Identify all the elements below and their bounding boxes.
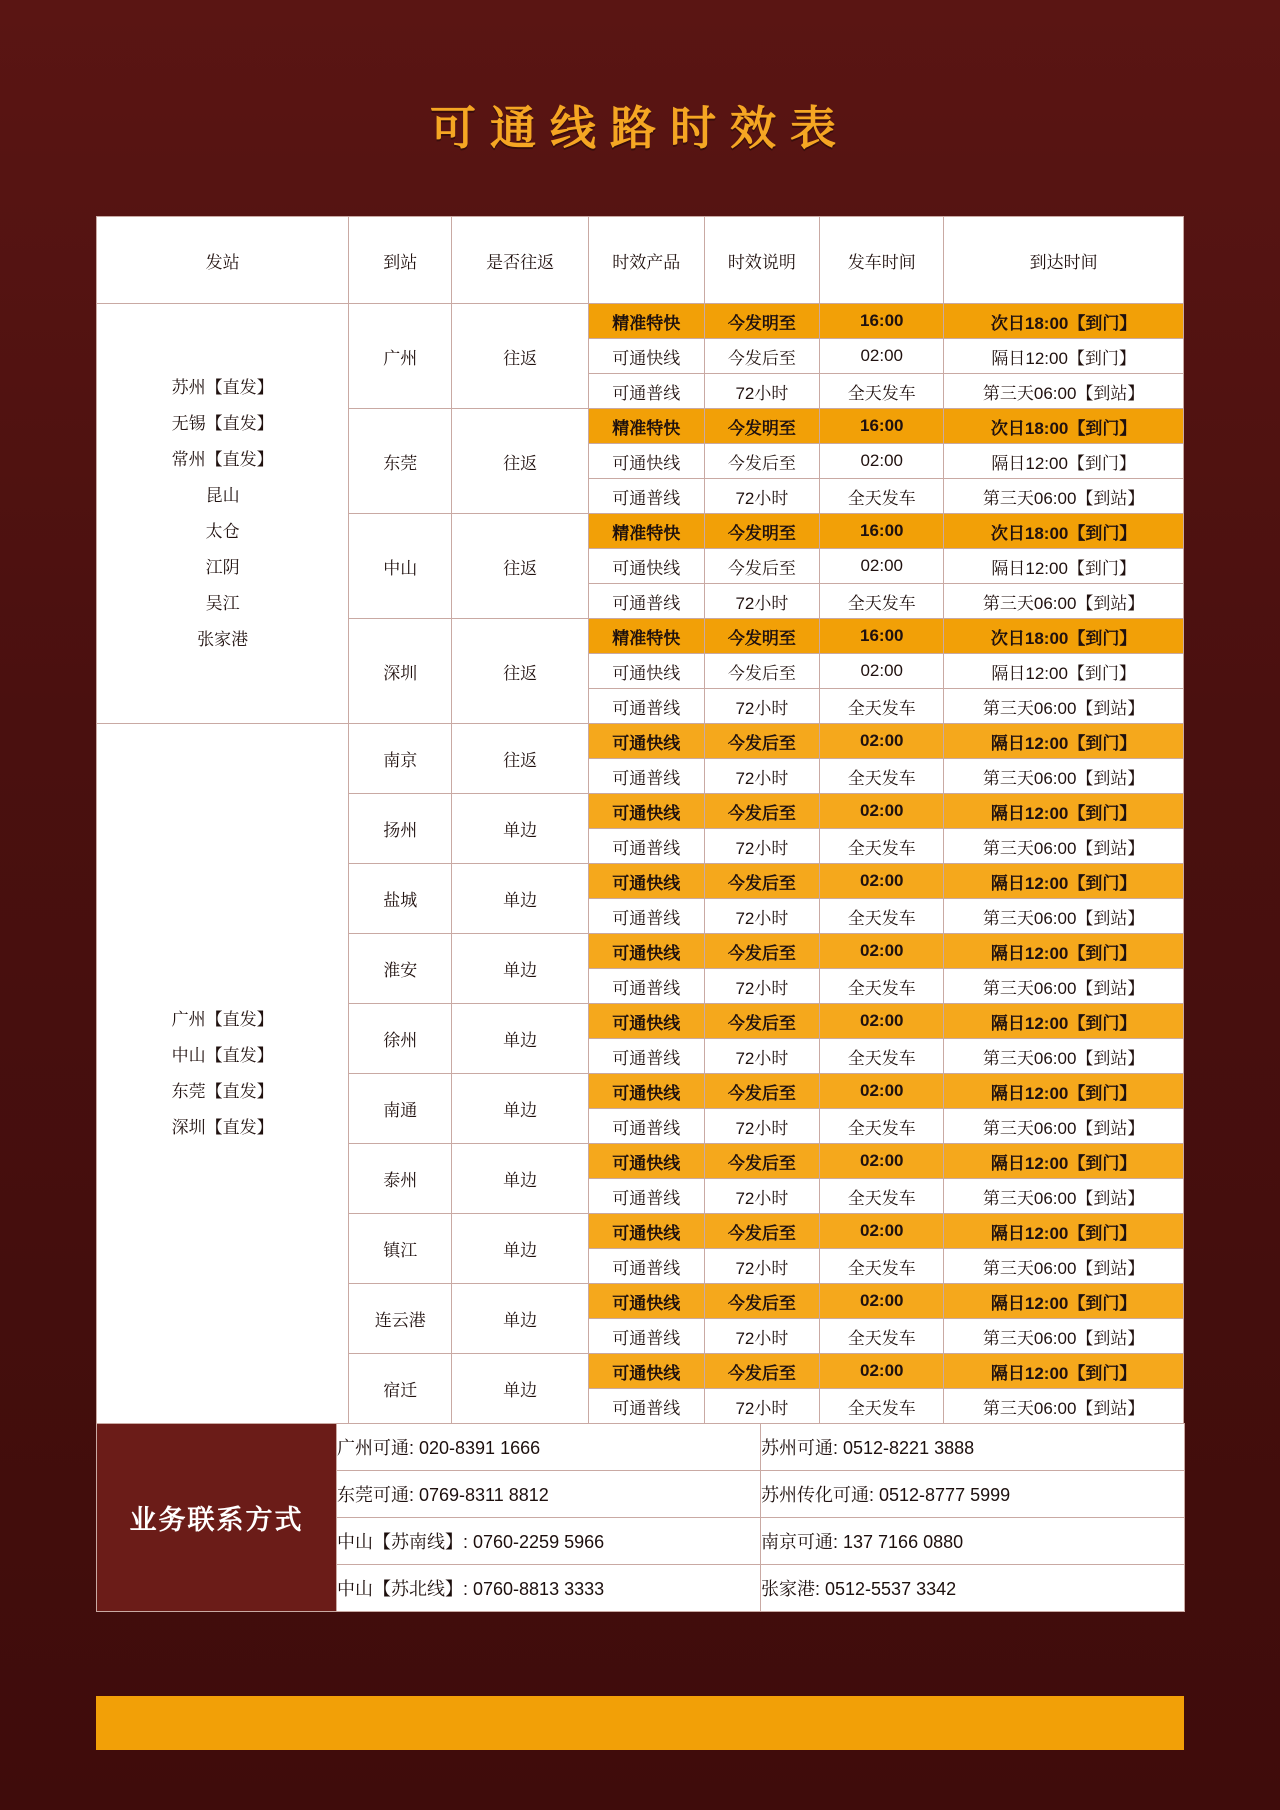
note-cell: 72小时: [704, 479, 820, 514]
destination-cell: 盐城: [349, 864, 452, 934]
note-cell: 今发后至: [704, 934, 820, 969]
product-cell: 可通普线: [588, 899, 704, 934]
round-trip-cell: 单边: [452, 864, 589, 934]
product-cell: 精准特快: [588, 304, 704, 339]
product-cell: 可通普线: [588, 689, 704, 724]
product-cell: 可通普线: [588, 1179, 704, 1214]
depart-time-cell: 全天发车: [820, 969, 944, 1004]
note-cell: 72小时: [704, 374, 820, 409]
note-cell: 今发后至: [704, 549, 820, 584]
depart-time-cell: 全天发车: [820, 689, 944, 724]
contact-phone-right: 南京可通: 137 7166 0880: [761, 1518, 1185, 1565]
round-trip-cell: 单边: [452, 1284, 589, 1354]
destination-cell: 南京: [349, 724, 452, 794]
round-trip-cell: 单边: [452, 1004, 589, 1074]
depart-time-cell: 02:00: [820, 1354, 944, 1389]
depart-time-cell: 全天发车: [820, 1319, 944, 1354]
arrive-time-cell: 隔日12:00【到门】: [944, 1354, 1184, 1389]
schedule-sheet: [96, 216, 1184, 1612]
product-cell: 可通快线: [588, 1354, 704, 1389]
product-cell: 可通快线: [588, 1214, 704, 1249]
arrive-time-cell: 第三天06:00【到站】: [944, 1109, 1184, 1144]
product-cell: 可通普线: [588, 1109, 704, 1144]
product-cell: 精准特快: [588, 619, 704, 654]
depart-time-cell: 全天发车: [820, 899, 944, 934]
contact-row: [97, 1424, 1185, 1471]
depart-time-cell: 02:00: [820, 794, 944, 829]
arrive-time-cell: 第三天06:00【到站】: [944, 1319, 1184, 1354]
product-cell: 可通快线: [588, 444, 704, 479]
note-cell: 72小时: [704, 1319, 820, 1354]
depart-time-cell: 全天发车: [820, 759, 944, 794]
note-cell: 72小时: [704, 899, 820, 934]
product-cell: 可通快线: [588, 934, 704, 969]
destination-cell: 宿迁: [349, 1354, 452, 1424]
depart-time-cell: 16:00: [820, 409, 944, 444]
origin-line: 吴江: [205, 593, 240, 613]
arrive-time-cell: 隔日12:00【到门】: [944, 794, 1184, 829]
contact-phone-right: 苏州可通: 0512-8221 3888: [761, 1424, 1185, 1471]
depart-time-cell: 全天发车: [820, 1109, 944, 1144]
arrive-time-cell: 隔日12:00【到门】: [944, 1074, 1184, 1109]
note-cell: 今发后至: [704, 1214, 820, 1249]
arrive-time-cell: 第三天06:00【到站】: [944, 1249, 1184, 1284]
arrive-time-cell: 隔日12:00【到门】: [944, 934, 1184, 969]
destination-cell: 镇江: [349, 1214, 452, 1284]
note-cell: 72小时: [704, 969, 820, 1004]
arrive-time-cell: 次日18:00【到门】: [944, 514, 1184, 549]
note-cell: 72小时: [704, 829, 820, 864]
round-trip-cell: 单边: [452, 934, 589, 1004]
round-trip-cell: 单边: [452, 1214, 589, 1284]
product-cell: 可通普线: [588, 374, 704, 409]
column-header: 发车时间: [820, 217, 944, 304]
origin-line: 江阴: [205, 557, 240, 577]
note-cell: 今发后至: [704, 794, 820, 829]
note-cell: 今发明至: [704, 409, 820, 444]
arrive-time-cell: 第三天06:00【到站】: [944, 1039, 1184, 1074]
column-header: 是否往返: [452, 217, 589, 304]
depart-time-cell: 02:00: [820, 549, 944, 584]
origin-line: 昆山: [205, 485, 240, 505]
destination-cell: 深圳: [349, 619, 452, 724]
note-cell: 今发后至: [704, 864, 820, 899]
origin-line: 常州【直发】: [171, 449, 274, 469]
round-trip-cell: 往返: [452, 304, 589, 409]
origin-line: 中山【直发】: [171, 1045, 274, 1065]
depart-time-cell: 02:00: [820, 1284, 944, 1319]
product-cell: 可通快线: [588, 1004, 704, 1039]
note-cell: 72小时: [704, 1109, 820, 1144]
depart-time-cell: 全天发车: [820, 584, 944, 619]
arrive-time-cell: 隔日12:00【到门】: [944, 654, 1184, 689]
contact-phone-right: 张家港: 0512-5537 3342: [761, 1565, 1185, 1612]
arrive-time-cell: 次日18:00【到门】: [944, 619, 1184, 654]
note-cell: 今发后至: [704, 1004, 820, 1039]
origin-line: 东莞【直发】: [171, 1081, 274, 1101]
depart-time-cell: 全天发车: [820, 374, 944, 409]
arrive-time-cell: 第三天06:00【到站】: [944, 1389, 1184, 1424]
note-cell: 今发后至: [704, 1074, 820, 1109]
product-cell: 可通快线: [588, 1074, 704, 1109]
depart-time-cell: 全天发车: [820, 1179, 944, 1214]
arrive-time-cell: 第三天06:00【到站】: [944, 374, 1184, 409]
table-header-row: [97, 217, 1184, 304]
product-cell: 可通普线: [588, 1039, 704, 1074]
destination-cell: 淮安: [349, 934, 452, 1004]
product-cell: 可通普线: [588, 1319, 704, 1354]
arrive-time-cell: 隔日12:00【到门】: [944, 864, 1184, 899]
round-trip-cell: 单边: [452, 1354, 589, 1424]
destination-cell: 泰州: [349, 1144, 452, 1214]
arrive-time-cell: 隔日12:00【到门】: [944, 724, 1184, 759]
destination-cell: 连云港: [349, 1284, 452, 1354]
arrive-time-cell: 隔日12:00【到门】: [944, 339, 1184, 374]
arrive-time-cell: 第三天06:00【到站】: [944, 759, 1184, 794]
depart-time-cell: 16:00: [820, 304, 944, 339]
note-cell: 今发后至: [704, 1144, 820, 1179]
product-cell: 精准特快: [588, 409, 704, 444]
product-cell: 可通普线: [588, 1389, 704, 1424]
product-cell: 可通普线: [588, 1249, 704, 1284]
product-cell: 可通普线: [588, 969, 704, 1004]
arrive-time-cell: 隔日12:00【到门】: [944, 444, 1184, 479]
destination-cell: 南通: [349, 1074, 452, 1144]
round-trip-cell: 往返: [452, 514, 589, 619]
depart-time-cell: 02:00: [820, 934, 944, 969]
arrive-time-cell: 第三天06:00【到站】: [944, 829, 1184, 864]
product-cell: 可通快线: [588, 864, 704, 899]
footer-bar: [96, 1696, 1184, 1750]
note-cell: 今发明至: [704, 619, 820, 654]
product-cell: 可通快线: [588, 654, 704, 689]
depart-time-cell: 全天发车: [820, 1039, 944, 1074]
contact-phone-left: 中山【苏南线】: 0760-2259 5966: [337, 1518, 761, 1565]
product-cell: 可通快线: [588, 794, 704, 829]
origin-cell: [97, 304, 349, 724]
arrive-time-cell: 次日18:00【到门】: [944, 304, 1184, 339]
note-cell: 72小时: [704, 1389, 820, 1424]
product-cell: 可通快线: [588, 339, 704, 374]
table-row: [97, 304, 1184, 339]
arrive-time-cell: 第三天06:00【到站】: [944, 689, 1184, 724]
arrive-time-cell: 第三天06:00【到站】: [944, 479, 1184, 514]
contact-table: [96, 1423, 1185, 1612]
round-trip-cell: 往返: [452, 619, 589, 724]
destination-cell: 中山: [349, 514, 452, 619]
note-cell: 今发后至: [704, 1354, 820, 1389]
note-cell: 72小时: [704, 584, 820, 619]
round-trip-cell: 单边: [452, 1074, 589, 1144]
note-cell: 今发明至: [704, 514, 820, 549]
column-header: 时效说明: [704, 217, 820, 304]
contact-phone-right: 苏州传化可通: 0512-8777 5999: [761, 1471, 1185, 1518]
destination-cell: 东莞: [349, 409, 452, 514]
product-cell: 可通普线: [588, 829, 704, 864]
depart-time-cell: 02:00: [820, 1004, 944, 1039]
arrive-time-cell: 隔日12:00【到门】: [944, 549, 1184, 584]
destination-cell: 徐州: [349, 1004, 452, 1074]
arrive-time-cell: 第三天06:00【到站】: [944, 584, 1184, 619]
arrive-time-cell: 隔日12:00【到门】: [944, 1004, 1184, 1039]
product-cell: 可通普线: [588, 584, 704, 619]
origin-line: 无锡【直发】: [171, 413, 274, 433]
arrive-time-cell: 隔日12:00【到门】: [944, 1284, 1184, 1319]
note-cell: 72小时: [704, 1179, 820, 1214]
depart-time-cell: 02:00: [820, 1074, 944, 1109]
product-cell: 精准特快: [588, 514, 704, 549]
depart-time-cell: 全天发车: [820, 1389, 944, 1424]
depart-time-cell: 02:00: [820, 724, 944, 759]
depart-time-cell: 02:00: [820, 864, 944, 899]
note-cell: 今发明至: [704, 304, 820, 339]
product-cell: 可通快线: [588, 1284, 704, 1319]
depart-time-cell: 02:00: [820, 1214, 944, 1249]
page-title: 可通线路时效表: [430, 102, 850, 154]
note-cell: 今发后至: [704, 654, 820, 689]
round-trip-cell: 往返: [452, 724, 589, 794]
origin-cell: [97, 724, 349, 1424]
schedule-table: [96, 216, 1184, 1424]
depart-time-cell: 02:00: [820, 339, 944, 374]
depart-time-cell: 02:00: [820, 654, 944, 689]
contact-phone-left: 东莞可通: 0769-8311 8812: [337, 1471, 761, 1518]
arrive-time-cell: 第三天06:00【到站】: [944, 969, 1184, 1004]
round-trip-cell: 往返: [452, 409, 589, 514]
round-trip-cell: 单边: [452, 1144, 589, 1214]
destination-cell: 广州: [349, 304, 452, 409]
note-cell: 今发后至: [704, 1284, 820, 1319]
depart-time-cell: 16:00: [820, 619, 944, 654]
origin-line: 深圳【直发】: [171, 1117, 274, 1137]
arrive-time-cell: 第三天06:00【到站】: [944, 1179, 1184, 1214]
origin-line: 苏州【直发】: [171, 377, 274, 397]
column-header: 到达时间: [944, 217, 1184, 304]
origin-line: 太仓: [205, 521, 240, 541]
destination-cell: 扬州: [349, 794, 452, 864]
depart-time-cell: 02:00: [820, 1144, 944, 1179]
product-cell: 可通快线: [588, 549, 704, 584]
product-cell: 可通快线: [588, 724, 704, 759]
note-cell: 今发后至: [704, 444, 820, 479]
column-header: 发站: [97, 217, 349, 304]
note-cell: 今发后至: [704, 724, 820, 759]
product-cell: 可通普线: [588, 759, 704, 794]
depart-time-cell: 全天发车: [820, 829, 944, 864]
depart-time-cell: 全天发车: [820, 1249, 944, 1284]
product-cell: 可通普线: [588, 479, 704, 514]
note-cell: 72小时: [704, 689, 820, 724]
note-cell: 今发后至: [704, 339, 820, 374]
origin-line: 广州【直发】: [171, 1009, 274, 1029]
depart-time-cell: 全天发车: [820, 479, 944, 514]
column-header: 到站: [349, 217, 452, 304]
arrive-time-cell: 第三天06:00【到站】: [944, 899, 1184, 934]
arrive-time-cell: 隔日12:00【到门】: [944, 1214, 1184, 1249]
depart-time-cell: 16:00: [820, 514, 944, 549]
column-header: 时效产品: [588, 217, 704, 304]
contact-title: 业务联系方式: [97, 1424, 337, 1612]
arrive-time-cell: 隔日12:00【到门】: [944, 1144, 1184, 1179]
round-trip-cell: 单边: [452, 794, 589, 864]
depart-time-cell: 02:00: [820, 444, 944, 479]
contact-phone-left: 中山【苏北线】: 0760-8813 3333: [337, 1565, 761, 1612]
table-row: [97, 724, 1184, 759]
note-cell: 72小时: [704, 1249, 820, 1284]
origin-line: 张家港: [197, 629, 249, 649]
product-cell: 可通快线: [588, 1144, 704, 1179]
note-cell: 72小时: [704, 1039, 820, 1074]
contact-phone-left: 广州可通: 020-8391 1666: [337, 1424, 761, 1471]
arrive-time-cell: 次日18:00【到门】: [944, 409, 1184, 444]
note-cell: 72小时: [704, 759, 820, 794]
